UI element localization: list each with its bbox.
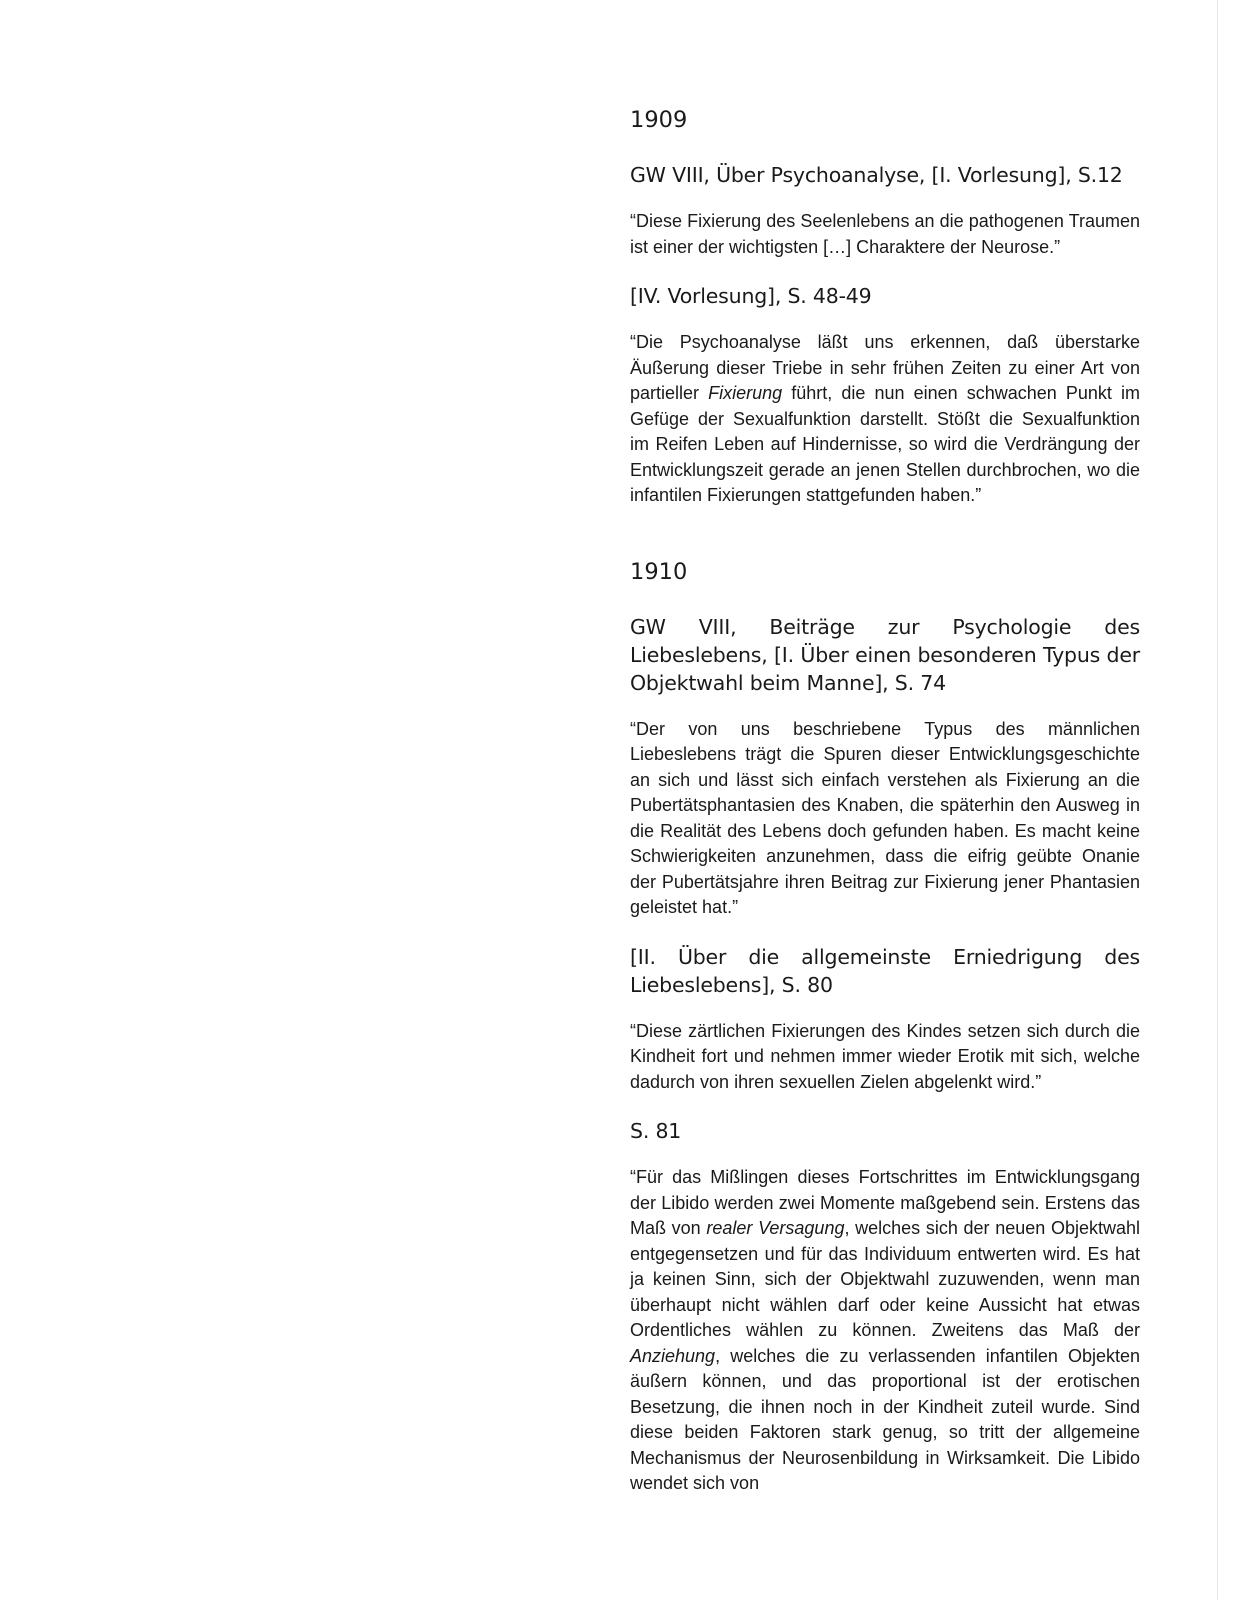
quote-paragraph <box>630 209 1140 260</box>
quote-text: “Die Psychoanalyse läßt uns erkennen, daß überstarke Äußerung dieser Triebe in sehr frühen Zeiten zu einer Art von partieller <box>630 332 1140 403</box>
source-heading: GW VIII, Beiträge zur Psychologie des Liebeslebens, [I. Über einen besonderen Typus der Objektwahl beim Manne], S. 74 <box>630 614 1140 695</box>
quote-text: führt, die nun einen schwachen Punkt im Gefüge der Sexualfunktion darstellt. Stößt die Sexualfunktion im Reifen Leben auf Hindernisse, so wird die Verdrängung der Entwicklungszeit gerade an jenen Stellen durchbrochen, wo die infantilen Fixierungen stattgefunden haben.” <box>630 383 1140 505</box>
quote-text: , welches sich der neuen Objektwahl entgegensetzen und für das Individuum entwerten wird. Es hat ja keinen Sinn, sich der Objektwahl zuzuwenden, wenn man überhaupt nicht wählen darf oder keine Aussicht hat etwas Ordentliches wählen zu können. Zweitens das Maß der <box>630 1218 1140 1340</box>
emphasized-term: Anziehung <box>630 1345 716 1366</box>
quote-text: “Diese Fixierung des Seelenlebens an die pathogenen Traumen ist einer der wichtigsten […] Charaktere der Neurose.” <box>630 211 1140 257</box>
quote-paragraph <box>630 1019 1140 1096</box>
emphasized-term: realer Versagung <box>706 1218 845 1238</box>
year-heading-1909: 1909 <box>630 107 688 133</box>
page-edge-line <box>1217 0 1218 1600</box>
emphasized-term: Fixierung <box>708 383 783 403</box>
source-heading: GW VIII, Über Psychoanalyse, [I. Vorlesung], S.12 <box>630 163 1123 187</box>
source-heading: [II. Über die allgemeinste Erniedrigung des Liebeslebens], S. 80 <box>630 944 1140 997</box>
text-column <box>630 105 1140 1497</box>
quote-text: “Für das Mißlingen dieses Fortschrittes im Entwicklungsgang der Libido werden zwei Momente maßgebend sein. Erstens das Maß von <box>630 1167 1140 1238</box>
source-heading: [IV. Vorlesung], S. 48-49 <box>630 284 872 308</box>
quote-paragraph <box>630 717 1140 921</box>
quote-text: “Diese zärtlichen Fixierungen des Kindes setzen sich durch die Kindheit fort und nehmen immer wieder Erotik mit sich, welche dadurch von ihren sexuellen Zielen abgelenkt wird.” <box>630 1020 1140 1092</box>
year-heading-1910: 1910 <box>630 558 688 585</box>
quote-paragraph <box>630 1165 1140 1497</box>
quote-text: , welches die zu verlassenden infantilen Objekten äußern können, und das proportional ist der erotischen Besetzung, die ihnen noch in der Kindheit zuteil wurde. Sind diese beiden Faktoren stark genug, so tritt der allgemeine Mechanismus der Neurosenbildung in Wirksamkeit. Die Libido wendet sich von <box>630 1345 1140 1493</box>
quote-text: “Der von uns beschriebene Typus des männlichen Liebeslebens trägt die Spuren dieser Entwicklungsgeschichte an sich und lässt sich einfach verstehen als Fixierung an die Pubertätsphantasien des Knaben, die späterhin den Ausweg in die Realität des Lebens doch gefunden haben. Es macht keine Schwierigkeiten anzunehmen, dass die eifrig geübte Onanie der Pubertätsjahre ihren Beitrag zur Fixierung jener Phantasien geleistet hat.” <box>630 718 1140 917</box>
source-heading: S. 81 <box>630 1119 682 1143</box>
quote-paragraph <box>630 330 1140 509</box>
